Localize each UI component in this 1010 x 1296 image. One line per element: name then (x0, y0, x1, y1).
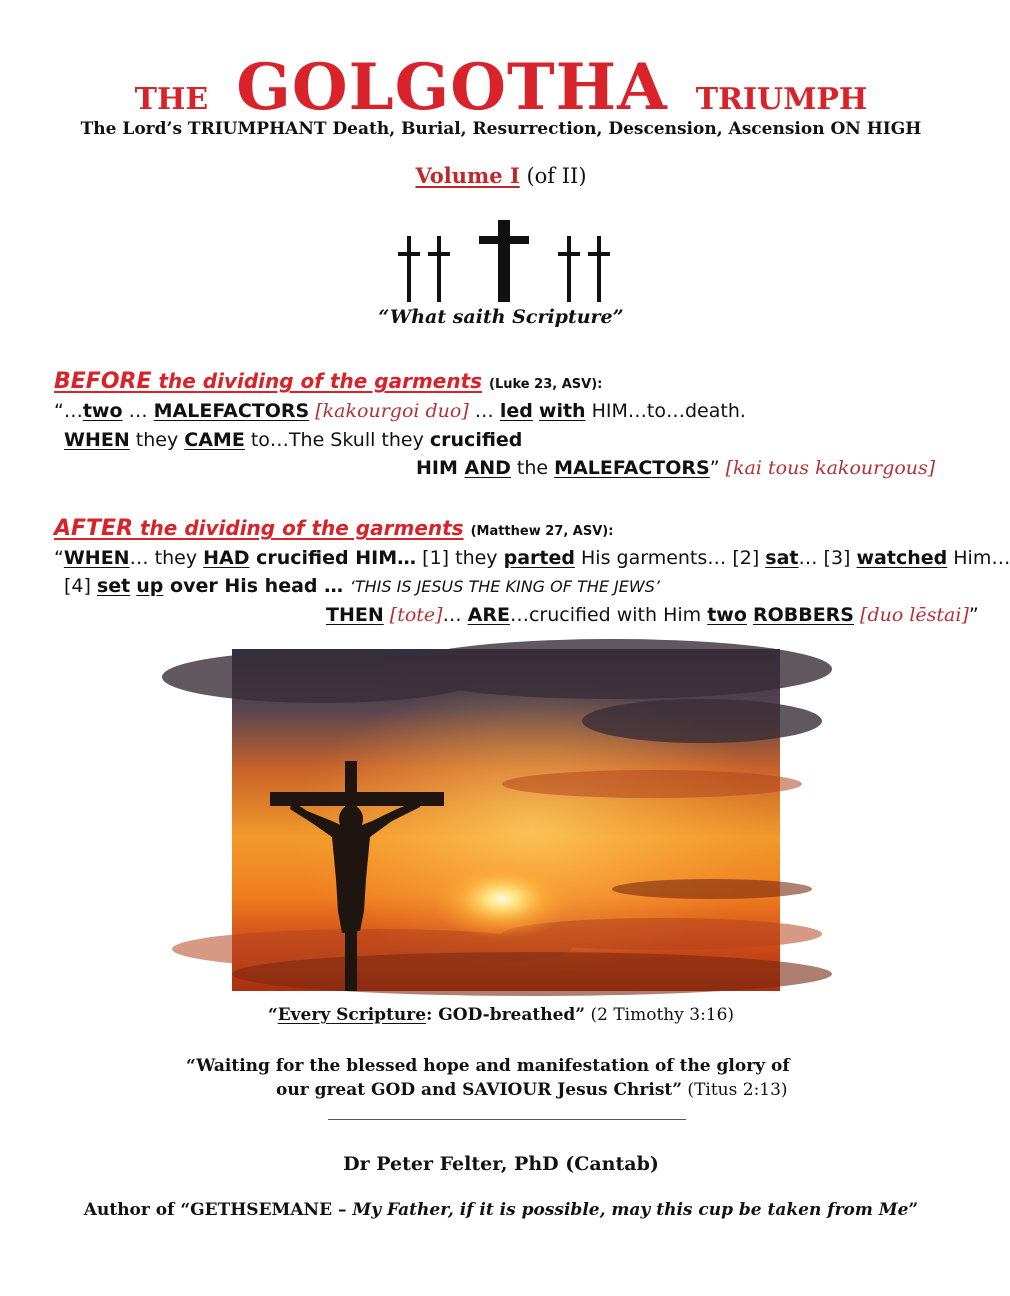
title-triumph: TRIUMPH (695, 82, 868, 117)
author-name: Dr Peter Felter, PhD (Cantab) (343, 1153, 659, 1175)
before-line-1: “…two … MALEFACTORS [kakourgoi duo] … led with HIM…to…death. (54, 400, 746, 422)
before-line-2: WHEN they CAME to…The Skull they crucified (64, 429, 523, 451)
book-title (0, 50, 1002, 125)
before-line-3: HIM AND the MALEFACTORS” [kai tous kakourgous] (416, 457, 936, 479)
scripture-caption: “Every Scripture: GOD-breathed” (2 Timothy 3:16) (267, 1005, 735, 1025)
before-heading: BEFORE the dividing of the garments (Luke 23, ASV): (54, 369, 603, 394)
title-the: THE (134, 82, 209, 117)
author-of: Author of “GETHSEMANE – My Father, if it is possible, may this cup be taken from Me” (83, 1200, 919, 1220)
after-heading: AFTER the dividing of the garments (Matthew 27, ASV): (54, 516, 614, 541)
book-subtitle: The Lord’s TRIUMPHANT Death, Burial, Resurrection, Descension, Ascension ON HIGH (80, 119, 922, 139)
hope-quote: “Waiting for the blessed hope and manifestation of the glory of our great GOD and SAVIOUR Jesus Christ” (Titus 2:13) (186, 1056, 790, 1100)
after-line-2: [4] set up over His head … ‘THIS IS JESUS THE KING OF THE JEWS’ (64, 575, 660, 597)
after-line-1: “WHEN… they HAD crucified HIM… [1] they parted His garments… [2] sat… [3] watched Him… (54, 547, 1010, 569)
volume-number: Volume I (415, 163, 520, 188)
volume-of: (of II) (526, 164, 587, 188)
volume-label (0, 163, 1002, 188)
scripture-quote: “What saith Scripture” (378, 306, 624, 328)
after-line-3: THEN [tote]… ARE…crucified with Him two ROBBERS [duo lēstai]” (326, 604, 979, 626)
crosses-icon (395, 218, 615, 308)
title-golgotha: GOLGOTHA (236, 50, 668, 125)
crucifixion-sunset-image (232, 649, 780, 991)
divider (328, 1119, 686, 1120)
